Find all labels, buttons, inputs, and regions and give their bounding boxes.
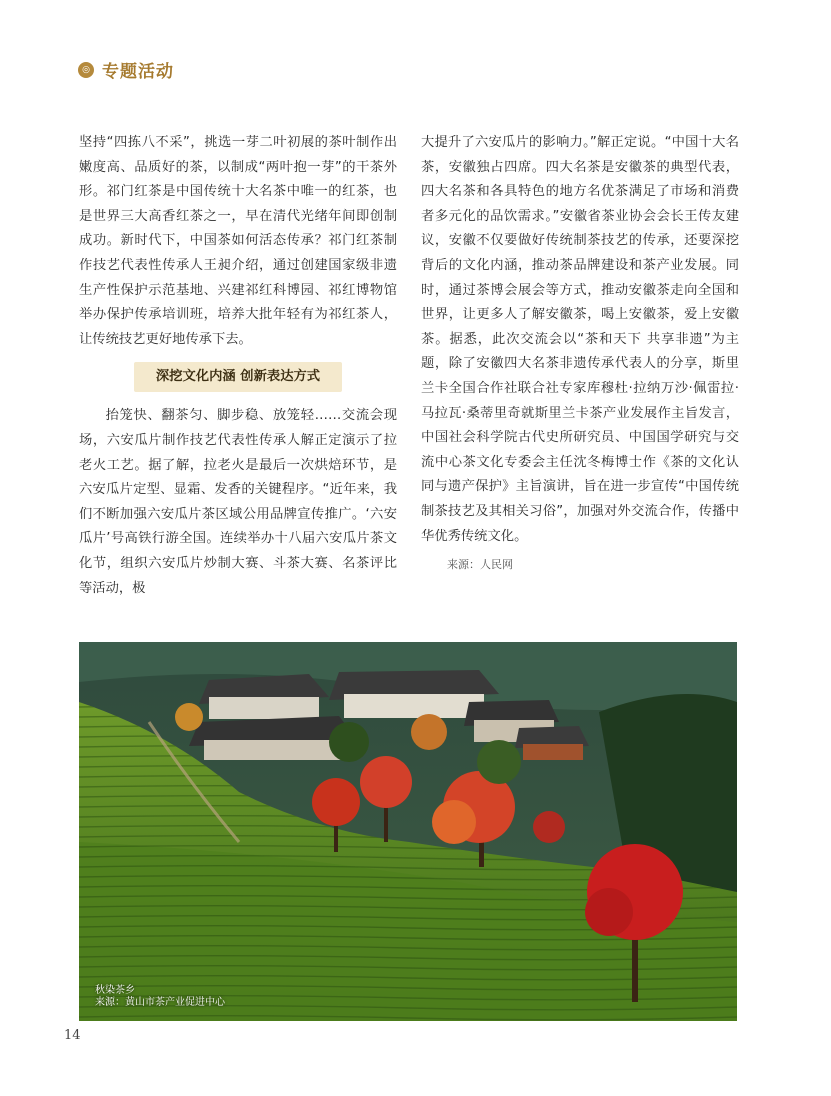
- right-column: [421, 131, 739, 578]
- section-header: [78, 57, 174, 82]
- tea-village-illustration: [79, 642, 737, 1021]
- caption-source: 来源：黄山市茶产业促进中心: [95, 997, 225, 1008]
- paragraph: 大提升了六安瓜片的影响力。”解正定说。“中国十大名茶，安徽独占四席。四大名茶是安徽茶的典型代表，四大名茶和各具特色的地方名优茶满足了市场和消费者多元化的品饮需求。”安徽省茶业协会会长王传友建议，安徽不仅要做好传统制茶技艺的传承，还要深挖背后的文化内涵，推动茶品牌建设和茶产业发展。同时，通过茶博会展会等方式，推动安徽茶走向全国和世界，让更多人了解安徽茶，喝上安徽茶，爱上安徽茶。据悉，此次交流会以“茶和天下 共享非遗”为主题，除了安徽四大名茶非遗传承代表人的分享，斯里兰卡全国合作社联合社专家库穆杜·拉纳万沙·佩雷拉·马拉瓦·桑蒂里奇就斯里兰卡茶产业发展作主旨发言，中国社会科学院古代史所研究员、中国国学研究与交流中心茶文化专委会主任沈冬梅博士作《茶的文化认同与遗产保护》主旨演讲，旨在进一步宣传“中国传统制茶技艺及其相关习俗”，加强对外交流合作，传播中华优秀传统文化。: [421, 135, 739, 544]
- article-source: 来源：人民网: [447, 558, 513, 572]
- subheading: 深挖文化内涵 创新表达方式: [134, 362, 342, 392]
- paragraph: 坚持“四拣八不采”，挑选一芽二叶初展的茶叶制作出嫩度高、品质好的茶，以制成“两叶抱一芽”的干茶外形。祁门红茶是中国传统十大名茶中唯一的红茶，也是世界三大高香红茶之一，早在清代光绪年间即创制成功。新时代下，中国茶如何活态传承？祁门红茶制作技艺代表性传承人王昶介绍，通过创建国家级非遗生产性保护示范基地、兴建祁红科博园、祁红博物馆举办保护传承培训班，培养大批年轻有为祁红茶人，让传统技艺更好地传承下去。: [79, 135, 397, 347]
- subheading-wrap: [79, 362, 397, 392]
- paragraph: 抬笼快、翻茶匀、脚步稳、放笼轻……交流会现场，六安瓜片制作技艺代表性传承人解正定演示了拉老火工艺。据了解，拉老火是最后一次烘焙环节，是六安瓜片定型、显霜、发香的关键程序。“近年来，我们不断加强六安瓜片茶区域公用品牌宣传推广。‘六安瓜片’号高铁行游全国。连续举办十八届六安瓜片茶文化节，组织六安瓜片炒制大赛、斗茶大赛、名茶评比等活动，极: [79, 408, 397, 596]
- landscape-photo: [79, 642, 737, 1021]
- photo-caption: [95, 985, 225, 1009]
- section-badge-icon: ◎: [78, 62, 94, 78]
- section-title: 专题活动: [102, 62, 174, 82]
- left-column: [79, 131, 397, 601]
- page-number: 14: [64, 1028, 81, 1043]
- caption-title: 秋染茶乡: [95, 985, 135, 996]
